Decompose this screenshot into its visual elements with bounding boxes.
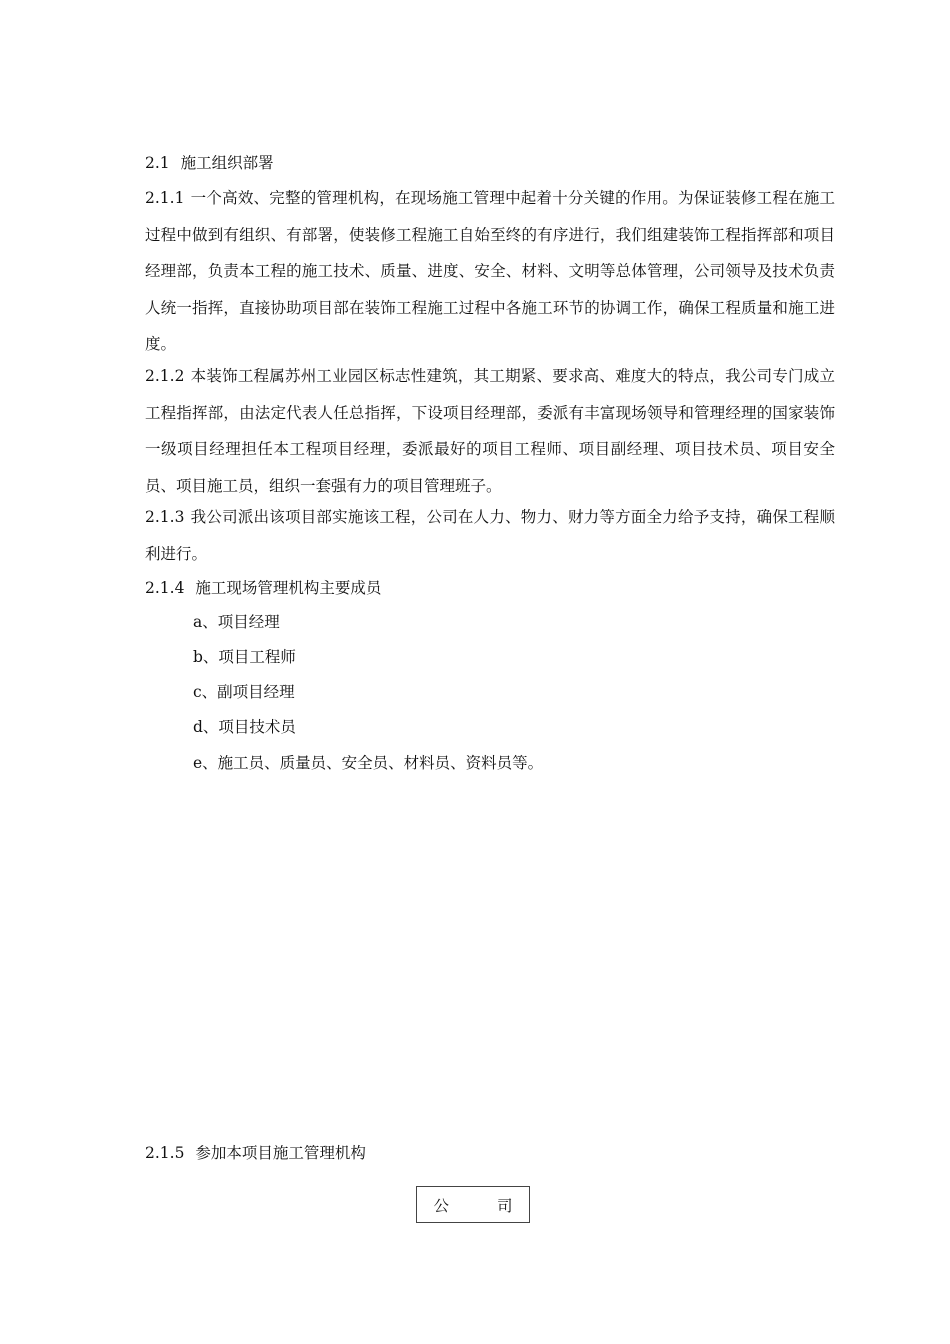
section-title: 施工现场管理机构主要成员 — [195, 578, 382, 597]
member-list — [145, 605, 835, 781]
section-heading-2-1-4 — [145, 575, 835, 601]
paragraph-2-1-2 — [145, 358, 835, 504]
paragraph-number: 2.1.3 — [145, 508, 185, 527]
section-heading-2-1-5 — [145, 1140, 366, 1166]
org-node-label: 公司 — [433, 1196, 561, 1215]
paragraph-2-1-3 — [145, 499, 835, 572]
paragraph-text: 一个高效、完整的管理机构，在现场施工管理中起着十分关键的作用。为保证装修工程在施工过程中做到有组织、有部署，使装修工程施工自始至终的有序进行，我们组建装饰工程指挥部和项目经理部，负责本工程的施工技术、质量、进度、安全、材料、文明等总体管理，公司领导及技术负责人统一指挥，直接协助项目部在装饰工程施工过程中各施工环节的协调工作，确保工程质量和施工进度。 — [145, 189, 835, 354]
paragraph-number: 2.1.2 — [145, 366, 185, 385]
paragraph-number: 2.1.1 — [145, 189, 185, 207]
document-body — [145, 150, 835, 781]
org-chart-node-company — [416, 1186, 561, 1223]
section-number: 2.1 — [145, 154, 170, 172]
section-heading-2-1 — [145, 150, 835, 176]
section-title: 施工组织部署 — [180, 154, 274, 172]
list-item: a、项目经理 — [193, 612, 280, 631]
section-number: 2.1.5 — [145, 1144, 185, 1162]
list-item: c、副项目经理 — [193, 683, 295, 702]
section-number: 2.1.4 — [145, 578, 185, 597]
list-item: b、项目工程师 — [193, 647, 296, 666]
paragraph-text: 本装饰工程属苏州工业园区标志性建筑，其工期紧、要求高、难度大的特点，我公司专门成立工程指挥部，由法定代表人任总指挥，下设项目经理部，委派有丰富现场领导和管理经理的国家装饰一级项目经理担任本工程项目经理，委派最好的项目工程师、项目副经理、项目技术员、项目安全员、项目施工员，组织一套强有力的项目管理班子。 — [145, 366, 835, 495]
list-item: e、施工员、质量员、安全员、材料员、资料员等。 — [193, 753, 544, 772]
list-item: d、项目技术员 — [193, 718, 296, 737]
paragraph-text: 我公司派出该项目部实施该工程，公司在人力、物力、财力等方面全力给予支持，确保工程顺利进行。 — [145, 508, 835, 563]
section-title: 参加本项目施工管理机构 — [195, 1144, 366, 1162]
paragraph-2-1-1 — [145, 180, 835, 363]
